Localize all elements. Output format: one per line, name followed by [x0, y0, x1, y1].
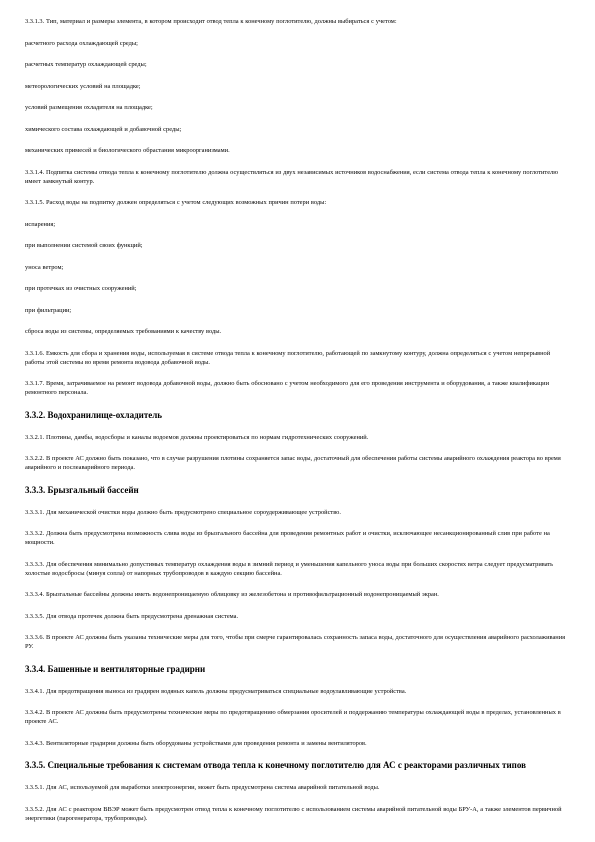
paragraph: 3.3.5.2. Для АС с реактором ВВЭР может быть предусмотрен отвод тепла к конечному поглотителю с использованием системы аварийной питательной воды БРУ-А, а также элементов первичной энергетики (парогенератора, трубопроводы).	[25, 805, 562, 822]
paragraph: 3.3.1.6. Емкость для сбора и хранения воды, используемая в системе отвода тепла к конечному поглотителю, работающей по замкнутому контуру, должна определяться с учетом непрерывной работы этой системы во время ремонта водовода добавочной воды.	[25, 349, 551, 366]
paragraph: 3.3.3.6. В проекте АС должны быть указаны технические меры для того, чтобы при смерче гарантировалась сохранность запаса воды, достаточного для осуществления аварийного расхолаживания РУ.	[25, 634, 566, 650]
paragraph: химического состава охлаждающей и добавочной среды;	[25, 125, 182, 133]
paragraph: 3.3.3.1. Для механической очистки воды должно быть предусмотрено специальное сороудерживающее устройство.	[25, 508, 341, 516]
paragraph: 3.3.1.5. Расход воды на подпитку должен определяться с учетом следующих возможных причин потери воды:	[25, 199, 327, 206]
section-heading: 3.3.2. Водохранилище-охладитель	[25, 409, 163, 420]
paragraph: условий размещения охладителя на площадке;	[25, 104, 153, 111]
paragraph: при выполнении системой своих функций;	[25, 242, 143, 249]
paragraph: сброса воды из системы, определяемых требованиями к качеству воды.	[25, 328, 222, 335]
paragraph: при протечках из очистных сооружений;	[25, 285, 137, 292]
paragraph: метеорологических условий на площадке;	[25, 82, 141, 90]
paragraph: испарения;	[25, 220, 56, 228]
paragraph: 3.3.3.5. Для отвода протечек должна быть предусмотрена дренажная система.	[25, 612, 239, 620]
paragraph: 3.3.3.4. Брызгальные бассейны должны иметь водонепроницаемую облицовку из железобетона и противофильтрационный водонепроницаемый экран.	[25, 591, 439, 598]
paragraph: 3.3.1.4. Подпитка системы отвода тепла к конечному поглотителю должна осуществляться из двух независимых источников водоснабжения, если система отвода тепла к конечному поглотителю имеет замкнутый контур.	[25, 168, 559, 185]
paragraph: 3.3.2.1. Плотины, дамбы, водосборы и каналы водоемов должны проектироваться по нормам гидротехнических сооружений.	[25, 433, 369, 441]
section-heading: 3.3.4. Башенные и вентиляторные градирни	[25, 663, 206, 674]
paragraph: 3.3.1.7. Время, затрачиваемое на ремонт водовода добавочной воды, должно быть обосновано с учетом необходимого для его проведения инструмента и оборудования, а также квалификации ремонтного персонала.	[25, 380, 550, 396]
paragraph: 3.3.4.1. Для предотвращения выноса из градирен водяных капель должны предусматриваться специальные водоулавливающие устройства.	[25, 687, 407, 695]
paragraph: уноса ветром;	[25, 263, 64, 271]
paragraph: 3.3.5.1. Для АС, используемой для выработки электроэнергии, может быть предусмотрена система аварийной питательной воды.	[25, 784, 380, 791]
paragraph: при фильтрации;	[25, 306, 72, 314]
paragraph: 3.3.2.2. В проекте АС должно быть показано, что в случае разрушения плотины сохраняется запас воды, достаточный для обеспечения работы системы аварийного охлаждения реактора во время аварийного и послеаварийного периода.	[25, 455, 561, 471]
document-page	[25, 17, 570, 835]
paragraph: механических примесей и биологического обрастания микроорганизмами.	[25, 147, 230, 154]
paragraph: расчетного расхода охлаждающей среды;	[25, 39, 138, 47]
paragraph: 3.3.4.2. В проекте АС должны быть предусмотрены технические меры по предотвращению обмерзания оросителей и поддержанию температуры охлаждающей воды в пределах, установленных в проекте АС.	[25, 709, 561, 725]
paragraph: 3.3.3.2. Должна быть предусмотрена возможность слива воды из брызгального бассейна для проведения ремонтных работ и очистки, исключающее несанкционированный слив при работе на мощности.	[25, 530, 550, 546]
paragraph: 3.3.3.3. Для обеспечения минимально допустимых температур охлаждения воды в зимний период и уменьшения капельного уноса воды при больших скоростях ветра следует предусматривать холостые водосбросы (минуя сопла) от напорных трубопроводов в каждую секцию бассейна.	[25, 560, 554, 577]
section-heading: 3.3.3. Брызгальный бассейн	[25, 484, 139, 495]
section-heading: 3.3.5. Специальные требования к системам отвода тепла к конечному поглотителю для АС с реакторами различных типов	[25, 760, 526, 770]
paragraph: 3.3.4.3. Вентиляторные градирни должны быть оборудованы устройствами для проведения ремонта и замены вентиляторов.	[25, 739, 367, 747]
paragraph: 3.3.1.3. Тип, материал и размеры элемента, в котором происходит отвод тепла к конечному поглотителю, должны выбираться с учетом:	[25, 18, 397, 25]
paragraph: расчетных температур охлаждающей среды;	[25, 61, 147, 68]
